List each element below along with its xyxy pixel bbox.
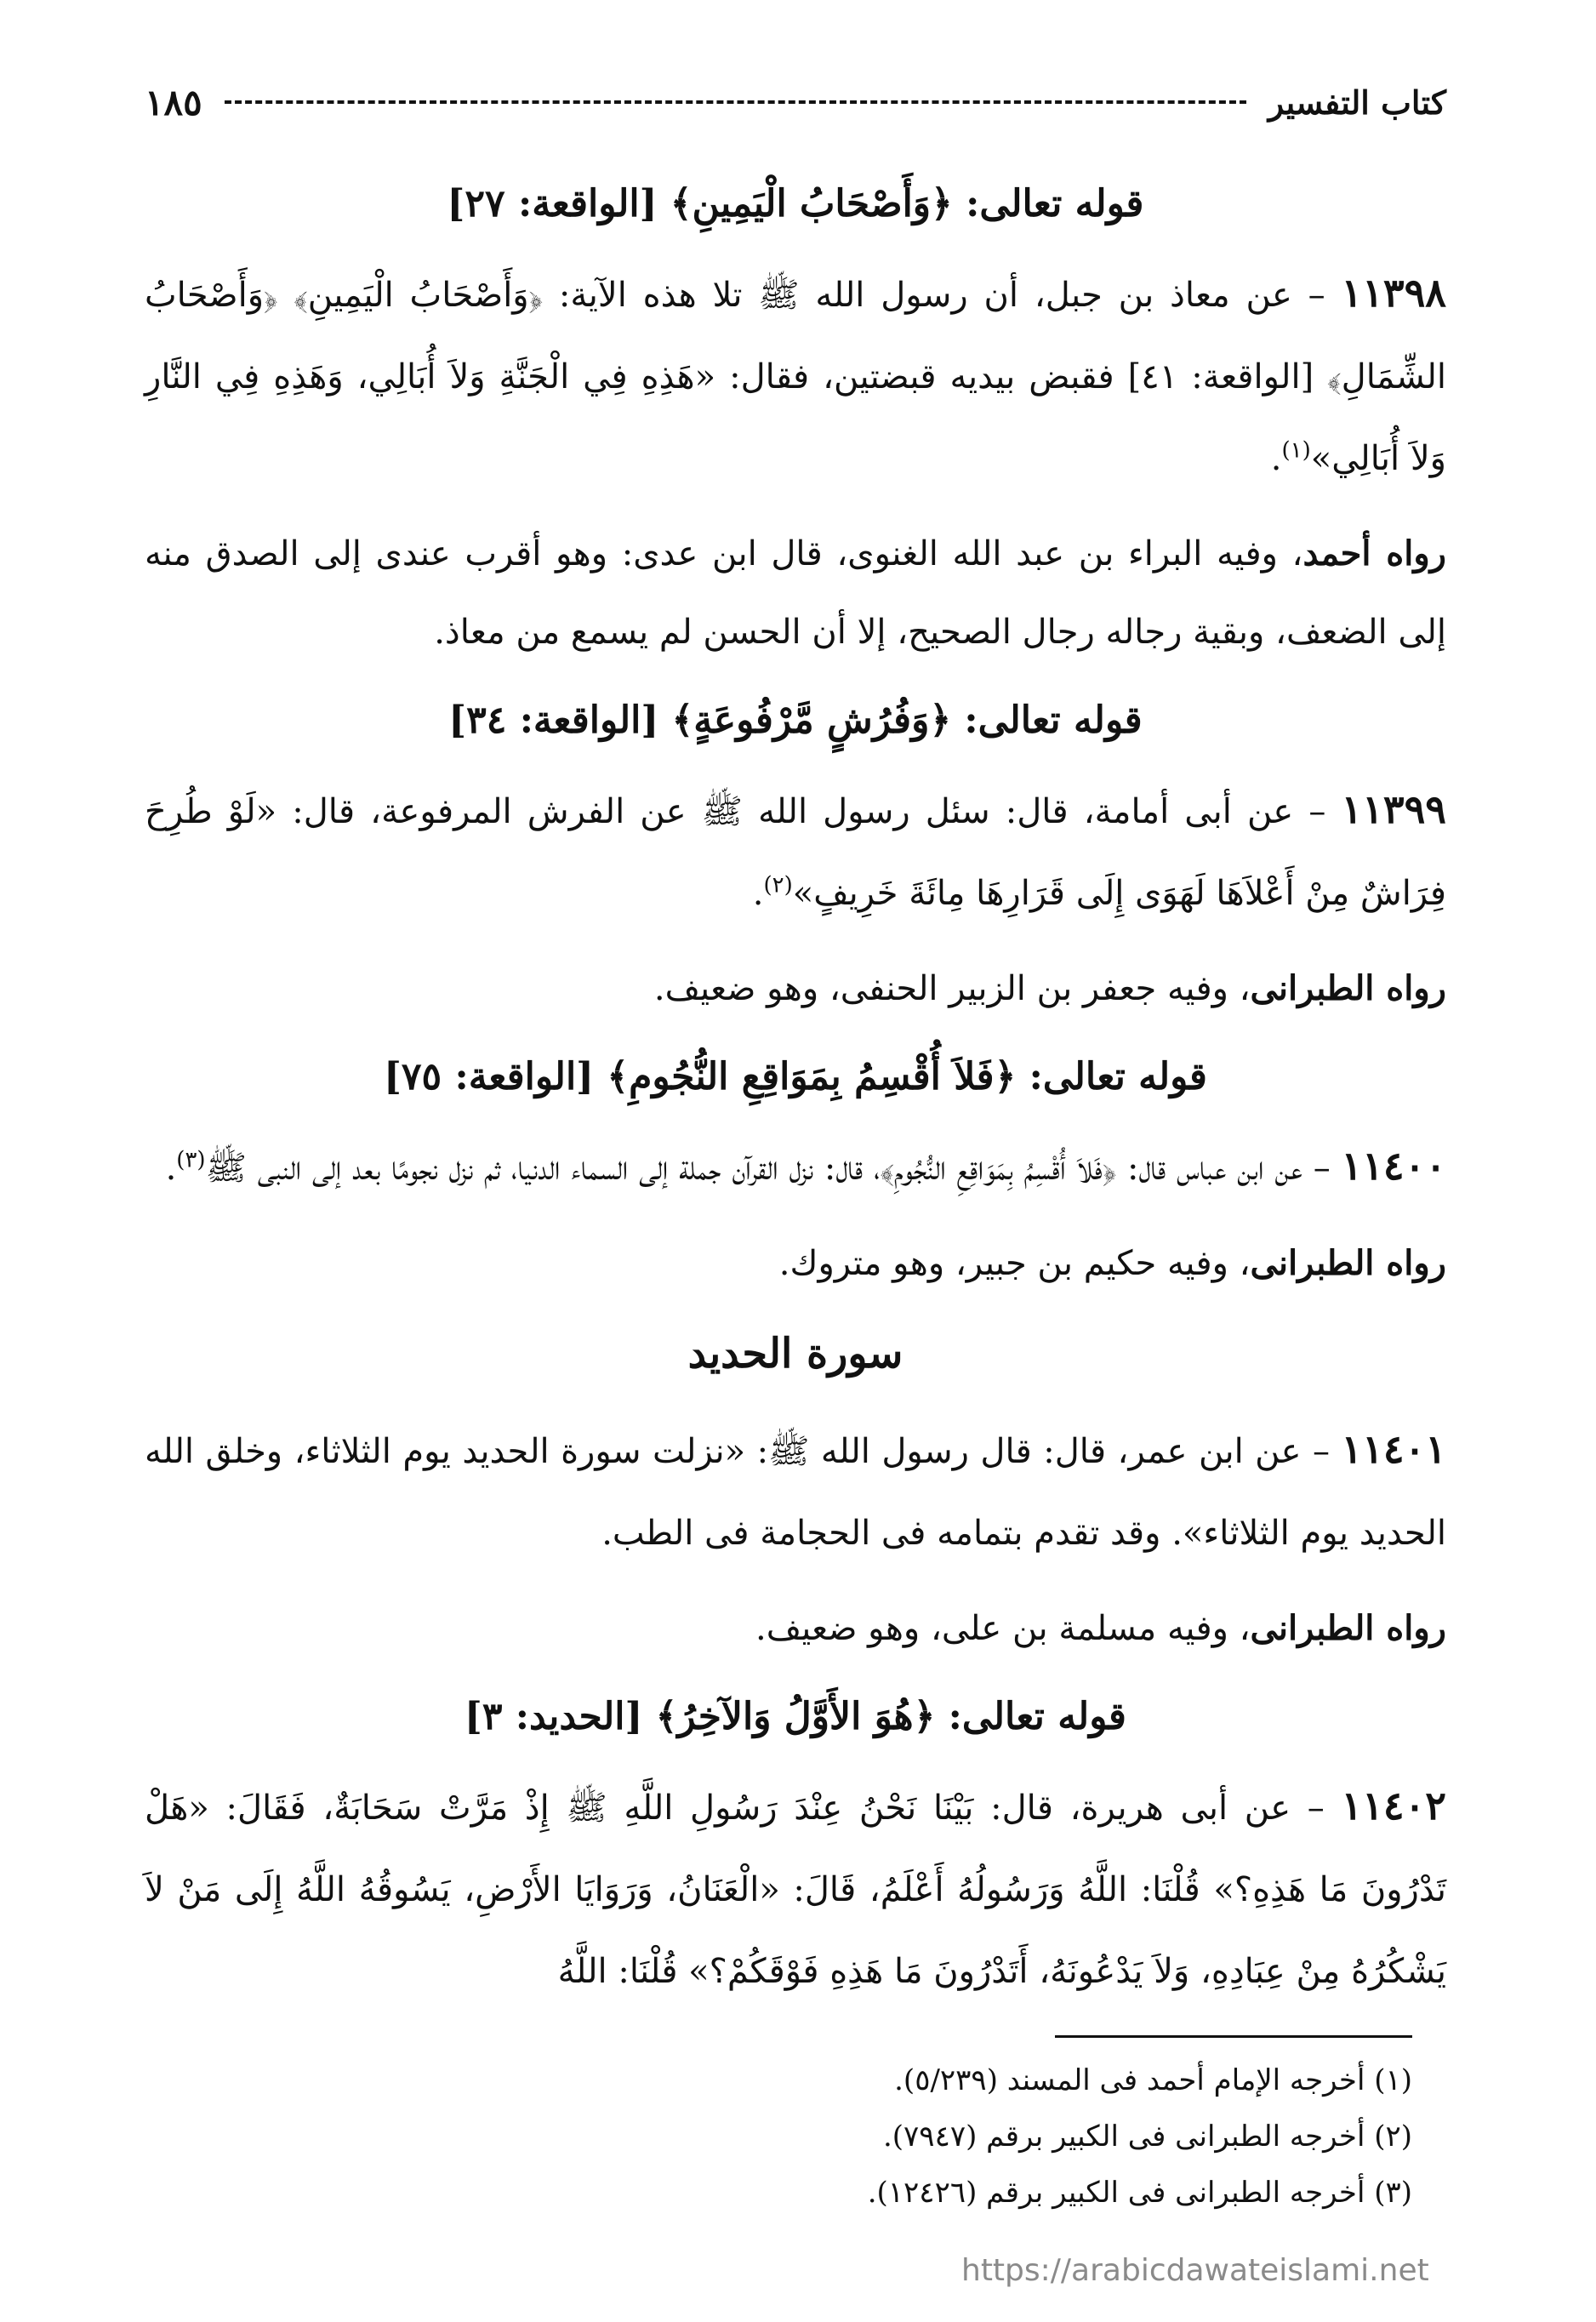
narration-text: ، وفيه البراء بن عبد الله الغنوى، قال ابن عدى: وهو أقرب عندى إلى الصدق منه إلى الضعف، وبقية رجاله رجال الصحيح، إلا أن الحسن لم يسمع من معاذ. — [145, 534, 1446, 652]
section-heading: قوله تعالى: ﴿هُوَ الأَوَّلُ وَالآخِرُ﴾ [الحديد: ٣] — [465, 1695, 1126, 1738]
narration-text: ، وفيه جعفر بن الزبير الحنفى، وهو ضعيف. — [653, 969, 1251, 1008]
hadith-text: – عن أبى هريرة، قال: بَيْنَا نَحْنُ عِنْدَ رَسُولِ اللَّهِ ﷺ إِذْ مَرَّتْ سَحَابَةٌ، فَقَالَ: «هَلْ تَدْرُونَ مَا هَذِهِ؟» قُلْنَا: اللَّهُ وَرَسُولُهُ أَعْلَمُ، قَالَ: «الْعَنَانُ، وَرَوَايَا الأَرْضِ، يَسُوقُهُ اللَّهُ إِلَى مَنْ لاَ يَشْكُرُهُ مِنْ عِبَادِهِ، وَلاَ يَدْعُونَهُ، أَتَدْرُونَ مَا هَذِهِ فَوْقَكُمْ؟» قُلْنَا: اللَّهُ — [145, 1789, 1446, 1991]
running-head — [145, 68, 1446, 136]
footnote-mark: (١) — [1281, 437, 1311, 464]
footnote-item: (٣) أخرجه الطبرانى فى الكبير برقم (١٢٤٢٦). — [867, 2176, 1412, 2210]
narration-text: ، وفيه حكيم بن جبير، وهو متروك. — [778, 1244, 1251, 1283]
hadith-number: ١١٤٠٢ — [1341, 1783, 1447, 1829]
page-number: ١٨٥ — [145, 81, 202, 123]
narration-paragraph — [145, 515, 1446, 671]
hadith-text: – عن ابن عمر، قال: قال رسول الله ﷺ: «نزلت سورة الحديد يوم الثلاثاء، وخلق الله الحديد يوم الثلاثاء». وقد تقدم بتمامه فى الحجامة فى الطب. — [145, 1432, 1446, 1553]
footnote-item: (٢) أخرجه الطبرانى فى الكبير برقم (٧٩٤٧). — [882, 2119, 1412, 2154]
hadith-paragraph: ١١٤٠٠ – عن ابن عباس قال: ﴿فَلاَ أُقْسِمُ بِمَوَاقِعِ النُّجُومِ﴾، قال: نزل القرآن جملة إلى السماء الدنيا، ثم نزل نجومًا بعد إلى النبى ﷺ$^{(٣)}$. — [165, 1143, 1446, 1189]
section-heading: قوله تعالى: ﴿وَفُرُشٍ مَّرْفُوعَةٍ﴾ [الواقعة: ٣٤] — [448, 699, 1143, 742]
section-heading: قوله تعالى: ﴿وَأَصْحَابُ الْيَمِينِ﴾ [الواقعة: ٢٧] — [447, 182, 1144, 225]
footnote-divider — [1055, 2035, 1412, 2038]
hadith-text: – عن معاذ بن جبل، أن رسول الله ﷺ تلا هذه الآية: ﴿وَأَصْحَابُ الْيَمِينِ﴾ ﴿وَأَصْحَابُ الشِّمَالِ﴾ [الواقعة: ٤١] فقبض بيديه قبضتين، فقال: «هَذِهِ فِي الْجَنَّةِ وَلاَ أُبَالِي، وَهَذِهِ فِي النَّارِ وَلاَ أُبَالِي» — [145, 276, 1446, 478]
watermark-url: https://arabicdawateislami.net — [961, 2253, 1429, 2288]
header-dashes — [225, 100, 1246, 104]
hadith-paragraph: ١١٣٩٨ – عن معاذ بن جبل، أن رسول الله ﷺ تلا هذه الآية: ﴿وَأَصْحَابُ الْيَمِينِ﴾ ﴿وَأَصْحَابُ الشِّمَالِ﴾ [الواقعة: ٤١] فقبض بيديه قبضتين، فقال: «هَذِهِ فِي الْجَنَّةِ وَلاَ أُبَالِي، وَهَذِهِ فِي النَّارِ وَلاَ أُبَالِي»$^{(١)}$. — [145, 270, 1447, 478]
hadith-paragraph: ١١٣٩٩ – عن أبى أمامة، قال: سئل رسول الله ﷺ عن الفرش المرفوعة، قال: «لَوْ طُرِحَ فِرَاشٌ مِنْ أَعْلاَهَا لَهَوَى إِلَى قَرَارِهَا مِائَةَ خَرِيفٍ»$^{(٢)}$. — [145, 786, 1446, 913]
narration-lead: رواه الطبرانى — [1250, 1608, 1446, 1648]
footnote-item: (١) أخرجه الإمام أحمد فى المسند (٥/٢٣٩). — [894, 2063, 1412, 2097]
surah-title: سورة الحديد — [687, 1330, 903, 1378]
section-heading: قوله تعالى: ﴿فَلاَ أُقْسِمُ بِمَوَاقِعِ النُّجُومِ﴾ [الواقعة: ٧٥] — [384, 1055, 1207, 1098]
footnote-mark: (٣) — [176, 1147, 206, 1173]
footnote-mark: (٢) — [763, 872, 793, 899]
narration-paragraph — [145, 1589, 1446, 1668]
hadith-text: – عن ابن عباس قال: ﴿فَلاَ أُقْسِمُ بِمَوَاقِعِ النُّجُومِ﴾، قال: نزل القرآن جملة إلى السماء الدنيا، ثم نزل نجومًا بعد إلى النبى ﷺ — [205, 1149, 1331, 1188]
narration-lead: رواه الطبرانى — [1250, 968, 1446, 1008]
hadith-number: ١١٤٠١ — [1341, 1426, 1446, 1472]
hadith-paragraph — [145, 1765, 1446, 2012]
footnotes — [145, 2052, 1412, 2221]
narration-paragraph — [145, 950, 1446, 1028]
narration-lead: رواه أحمد — [1302, 533, 1446, 573]
hadith-number: ١١٣٩٨ — [1341, 270, 1447, 316]
narration-paragraph — [145, 1224, 1446, 1303]
page-body — [145, 68, 1446, 2028]
hadith-text: – عن أبى أمامة، قال: سئل رسول الله ﷺ عن الفرش المرفوعة، قال: «لَوْ طُرِحَ فِرَاشٌ مِنْ أَعْلاَهَا لَهَوَى إِلَى قَرَارِهَا مِائَةَ خَرِيفٍ» — [145, 792, 1446, 913]
hadith-paragraph — [145, 1408, 1446, 1574]
book-title: كتاب التفسير — [1268, 83, 1446, 122]
hadith-number: ١١٤٠٠ — [1341, 1143, 1446, 1189]
narration-text: ، وفيه مسلمة بن على، وهو ضعيف. — [755, 1609, 1251, 1648]
hadith-number: ١١٣٩٩ — [1341, 786, 1446, 832]
narration-lead: رواه الطبرانى — [1250, 1243, 1446, 1283]
